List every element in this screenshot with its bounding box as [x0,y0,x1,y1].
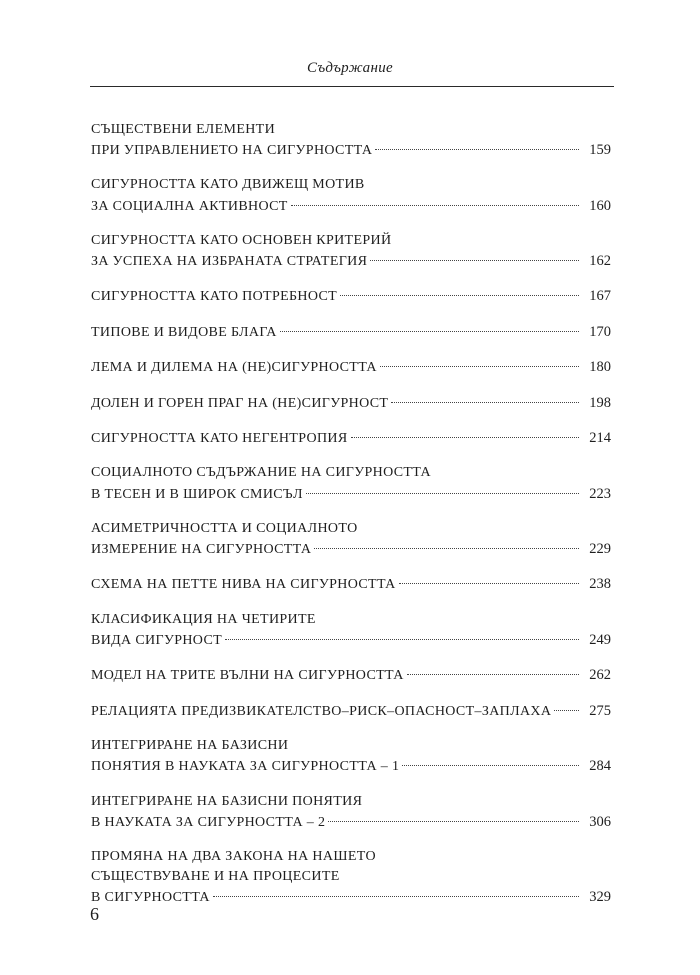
toc-page-number: 160 [589,197,611,214]
toc-entry-title-line: АСИМЕТРИЧНОСТТА И СОЦИАЛНОТО [91,520,358,536]
toc-page-number: 198 [589,394,611,411]
toc-entry[interactable] [91,792,611,833]
toc-page-number: 223 [589,485,611,502]
toc-page-number: 284 [589,758,611,775]
dot-leader [370,260,579,261]
toc-page-number: 229 [589,540,611,557]
toc-page-number: 180 [589,359,611,376]
toc-entry-title-line: ВИДА СИГУРНОСТ [91,632,223,648]
toc-entry-title-line: ТИПОВЕ И ВИДОВЕ БЛАГА [91,324,277,340]
toc-entry-last-line [91,887,611,908]
toc-entry[interactable] [91,701,611,722]
toc-page-number: 170 [589,323,611,340]
toc-entry-title-line: ИНТЕГРИРАНЕ НА БАЗИСНИ ПОНЯТИЯ [91,793,363,809]
toc-entry-title-line: ЛЕМА И ДИЛЕМА НА (НЕ)СИГУРНОСТТА [91,360,377,376]
toc-entry[interactable] [91,120,611,161]
toc-entry-title-line: ИНТЕГРИРАНЕ НА БАЗИСНИ [91,738,289,754]
toc-entry-title-line: В НАУКАТА ЗА СИГУРНОСТТА – 2 [91,814,326,830]
toc-entry[interactable] [91,231,611,272]
toc-entry[interactable] [91,847,611,908]
toc-entry[interactable] [91,665,611,686]
dot-leader [351,437,579,438]
toc-entry-last-line [91,428,611,449]
toc-entry-title-line: ПРИ УПРАВЛЕНИЕТО НА СИГУРНОСТТА [91,143,373,159]
toc-entry[interactable] [91,736,611,777]
toc-entry[interactable] [91,574,611,595]
dot-leader [375,149,579,150]
toc-entry[interactable] [91,610,611,651]
toc-entry-last-line [91,251,611,272]
toc-entry-last-line [91,322,611,343]
toc-entry-title-line: В ТЕСЕН И В ШИРОК СМИСЪЛ [91,486,303,502]
toc-entry-title-line: СХЕМА НА ПЕТТЕ НИВА НА СИГУРНОСТТА [91,577,396,593]
toc-entry-title-line: ИЗМЕРЕНИЕ НА СИГУРНОСТТА [91,541,312,557]
toc-page-number: 167 [589,288,611,305]
dot-leader [225,639,579,640]
page-number: 6 [90,904,99,924]
toc-page-number: 249 [589,631,611,648]
toc-entry-last-line [91,357,611,378]
toc-page-number: 329 [589,889,611,906]
toc-entry-last-line [91,484,611,505]
toc-entry-last-line [91,393,611,414]
dot-leader [306,493,579,494]
toc-page-number: 159 [589,142,611,159]
toc-entry-last-line [91,630,611,651]
toc-entry-title-line: ЗА СОЦИАЛНА АКТИВНОСТ [91,198,288,214]
toc-entry-last-line [91,665,611,686]
toc-entry-title-line: ЗА УСПЕХА НА ИЗБРАНАТА СТРАТЕГИЯ [91,254,368,270]
dot-leader [399,583,579,584]
toc-entry-last-line [91,574,611,595]
dot-leader [407,674,579,675]
toc-entry-title-line: СИГУРНОСТТА КАТО ОСНОВЕН КРИТЕРИЙ [91,232,392,248]
toc-entry-title-line: КЛАСИФИКАЦИЯ НА ЧЕТИРИТЕ [91,611,316,627]
toc-entry-title-line: В СИГУРНОСТТА [91,890,210,906]
toc-entry-title-line: СОЦИАЛНОТО СЪДЪРЖАНИЕ НА СИГУРНОСТТА [91,465,431,481]
dot-leader [291,205,579,206]
toc-entry-title-line: СЪЩЕСТВУВАНЕ И НА ПРОЦЕСИТЕ [91,869,340,885]
toc-entry-title-line: СИГУРНОСТТА КАТО ДВИЖЕЩ МОТИВ [91,177,365,193]
dot-leader [314,548,579,549]
dot-leader [280,331,579,332]
toc-page-number: 214 [589,430,611,447]
toc-entry[interactable] [91,428,611,449]
toc-entry-last-line [91,756,611,777]
toc-entry[interactable] [91,286,611,307]
toc-entry[interactable] [91,393,611,414]
toc-entry[interactable] [91,357,611,378]
header-rule [90,86,614,87]
toc-page-number: 306 [589,813,611,830]
toc-entry-title-line: ПРОМЯНА НА ДВА ЗАКОНА НА НАШЕТО [91,849,376,864]
dot-leader [380,366,579,367]
dot-leader [391,402,579,403]
toc-entry-last-line [91,812,611,833]
toc-page-number: 262 [589,667,611,684]
toc-entry-last-line [91,140,611,161]
toc-entry-title-line: СИГУРНОСТТА КАТО ПОТРЕБНОСТ [91,289,338,305]
table-of-contents [91,120,611,923]
toc-page-number: 275 [589,702,611,719]
running-header: Съдържание [307,60,393,76]
toc-page-number: 238 [589,576,611,593]
toc-entry-last-line [91,701,611,722]
toc-entry-last-line [91,286,611,307]
toc-entry[interactable] [91,519,611,560]
toc-entry[interactable] [91,463,611,504]
dot-leader [402,765,579,766]
dot-leader [340,295,579,296]
toc-entry[interactable] [91,322,611,343]
toc-page-number: 162 [589,253,611,270]
dot-leader [554,710,579,711]
toc-entry-title-line: ПОНЯТИЯ В НАУКАТА ЗА СИГУРНОСТТА – 1 [91,759,400,775]
toc-entry[interactable] [91,175,611,216]
toc-entry-last-line [91,539,611,560]
toc-entry-title-line: РЕЛАЦИЯТА ПРЕДИЗВИКАТЕЛСТВО–РИСК–ОПАСНОСТ–ЗАПЛАХА [91,703,552,719]
toc-entry-last-line [91,196,611,217]
toc-entry-title-line: ДОЛЕН И ГОРЕН ПРАГ НА (НЕ)СИГУРНОСТ [91,395,389,411]
dot-leader [328,821,579,822]
toc-entry-title-line: МОДЕЛ НА ТРИТЕ ВЪЛНИ НА СИГУРНОСТТА [91,668,404,684]
dot-leader [213,896,579,897]
toc-entry-title-line: СИГУРНОСТТА КАТО НЕГЕНТРОПИЯ [91,431,348,447]
toc-entry-title-line: СЪЩЕСТВЕНИ ЕЛЕМЕНТИ [91,122,276,137]
